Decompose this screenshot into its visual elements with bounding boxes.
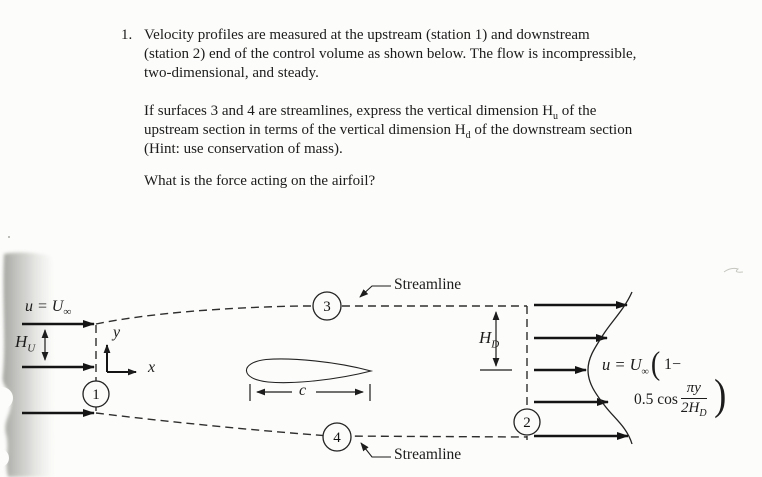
text-segment: upstream section in terms of the vertical dimension H [144, 122, 466, 138]
streamline-top [96, 306, 527, 324]
hd-label [479, 328, 500, 351]
leader-top [360, 286, 391, 297]
text-line: two-dimensional, and steady. [144, 65, 319, 81]
text-segment: (Hint: use conservation of mass). [144, 141, 343, 157]
streamline-bottom [96, 413, 527, 437]
equation-open-paren: ( [650, 346, 661, 382]
text-line: What is the force acting on the airfoil? [144, 173, 376, 189]
equation-term-2: 0.5 cos [634, 391, 678, 408]
airfoil [246, 359, 371, 383]
text-line: Velocity profiles are measured at the upstream (station 1) and downstream [144, 27, 590, 43]
problem-number: 1. [121, 27, 133, 43]
station-1-marker [83, 381, 109, 407]
label-base: 2H [681, 400, 700, 416]
station-3-number: 3 [323, 299, 331, 315]
text-segment: of the [558, 103, 597, 119]
streamline-top-label: Streamline [394, 276, 462, 293]
subscript: D [491, 338, 500, 351]
scan-speck [8, 236, 10, 238]
text-segment: of the downstream section [470, 122, 633, 138]
leader-bottom [361, 443, 391, 457]
subscript: u [553, 111, 559, 122]
equation-close-paren: ) [714, 372, 727, 419]
streamline-bottom-label: Streamline [394, 446, 462, 463]
equation-lhs [602, 355, 649, 378]
coordinate-axes [107, 345, 136, 372]
station-2-marker [514, 409, 540, 435]
station-2-number: 2 [523, 415, 531, 431]
chord-dimension [250, 384, 370, 401]
x-axis-label: x [148, 359, 156, 376]
label-base: H [15, 332, 28, 351]
fraction-denominator [681, 399, 707, 417]
text-line: (station 2) end of the control volume as shown below. The flow is incompressible, [144, 46, 637, 62]
subscript: U [27, 342, 36, 355]
hu-label [15, 332, 36, 355]
equation-term-1: 1− [664, 356, 682, 373]
label-base: u = U [602, 355, 642, 374]
station-3-marker [313, 292, 341, 320]
label-base: u = U [25, 298, 64, 315]
infinity-subscript: ∞ [63, 306, 72, 319]
station-1-number: 1 [92, 387, 100, 403]
inlet-velocity-label [25, 298, 72, 319]
label-base: H [479, 328, 492, 347]
station-4-marker [323, 423, 351, 451]
fraction-numerator: πy [681, 380, 707, 399]
chord-label: c [299, 382, 307, 399]
y-axis-label: y [113, 324, 121, 341]
infinity-subscript: ∞ [641, 366, 649, 378]
station-4-number: 4 [333, 430, 341, 446]
subscript: d [465, 130, 471, 141]
subscript: D [699, 408, 707, 419]
equation-fraction [681, 380, 707, 417]
scan-speck [724, 268, 743, 272]
text-segment: If surfaces 3 and 4 are streamlines, express the vertical dimension H [144, 103, 554, 119]
